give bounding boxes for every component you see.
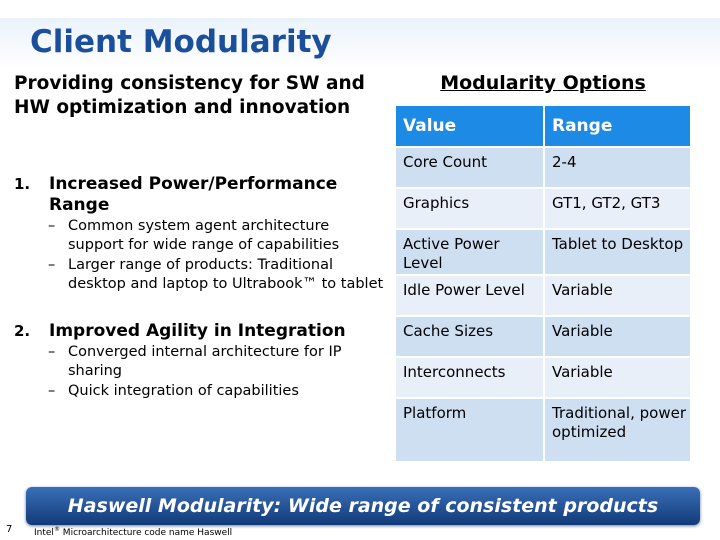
sub-bullet-text: Quick integration of capabilities: [68, 383, 299, 399]
table-row: [396, 229, 690, 275]
cell-range: Variable: [544, 275, 690, 316]
table-row: [396, 316, 690, 357]
cell-value: Interconnects: [396, 357, 544, 398]
slide-title: Client Modularity: [30, 24, 332, 60]
footnote-brand: Intel: [34, 528, 54, 538]
point-heading: [14, 321, 384, 342]
point-1: [14, 174, 384, 294]
cell-value: Cache Sizes: [396, 316, 544, 357]
point-2: [14, 321, 384, 401]
sub-bullet: [48, 382, 384, 401]
cell-range: Traditional, power optimized: [544, 398, 690, 462]
dash-bullet: –: [48, 344, 56, 360]
table-header-row: [396, 106, 690, 147]
dash-bullet: –: [48, 218, 56, 234]
table-row: [396, 275, 690, 316]
summary-banner: Haswell Modularity: Wide range of consistent products: [26, 487, 700, 525]
cell-range: Tablet to Desktop: [544, 229, 690, 275]
sub-bullet: [48, 343, 384, 381]
dash-bullet: –: [48, 383, 56, 399]
sub-bullet-text: Converged internal architecture for IP sharing: [68, 344, 342, 379]
sub-bullet: [48, 256, 384, 294]
point-number: 2.: [14, 322, 31, 340]
sub-bullet-text: Larger range of products: Traditional desktop and laptop to Ultrabook™ to tablet: [68, 257, 384, 292]
slide-subtitle: Providing consistency for SW and HW optimization and innovation: [14, 73, 365, 118]
options-heading: Modularity Options: [440, 72, 646, 94]
point-heading: [14, 174, 384, 216]
cell-value: Core Count: [396, 147, 544, 188]
cell-value: Idle Power Level: [396, 275, 544, 316]
cell-range: GT1, GT2, GT3: [544, 188, 690, 229]
column-header-value: Value: [396, 106, 544, 147]
table-row: [396, 357, 690, 398]
footnote-text: Microarchitecture code name Haswell: [59, 528, 233, 538]
table-row: [396, 398, 690, 462]
footnote: [34, 526, 232, 538]
column-header-range: Range: [544, 106, 690, 147]
point-number: 1.: [14, 175, 31, 193]
cell-value: Platform: [396, 398, 544, 462]
cell-range: Variable: [544, 357, 690, 398]
page-number: 7: [6, 524, 13, 535]
sub-bullet-text: Common system agent architecture support for wide range of capabilities: [68, 218, 340, 253]
sub-bullet: [48, 217, 384, 255]
point-title: Improved Agility in Integration: [49, 321, 346, 341]
cell-value: Active Power Level: [396, 229, 544, 275]
cell-range: Variable: [544, 316, 690, 357]
modularity-options-table: [396, 106, 690, 463]
cell-value: Graphics: [396, 188, 544, 229]
dash-bullet: –: [48, 257, 56, 273]
point-title: Increased Power/Performance Range: [49, 174, 338, 215]
registered-mark: ®: [53, 526, 60, 533]
cell-range: 2-4: [544, 147, 690, 188]
table-row: [396, 147, 690, 188]
table-row: [396, 188, 690, 229]
